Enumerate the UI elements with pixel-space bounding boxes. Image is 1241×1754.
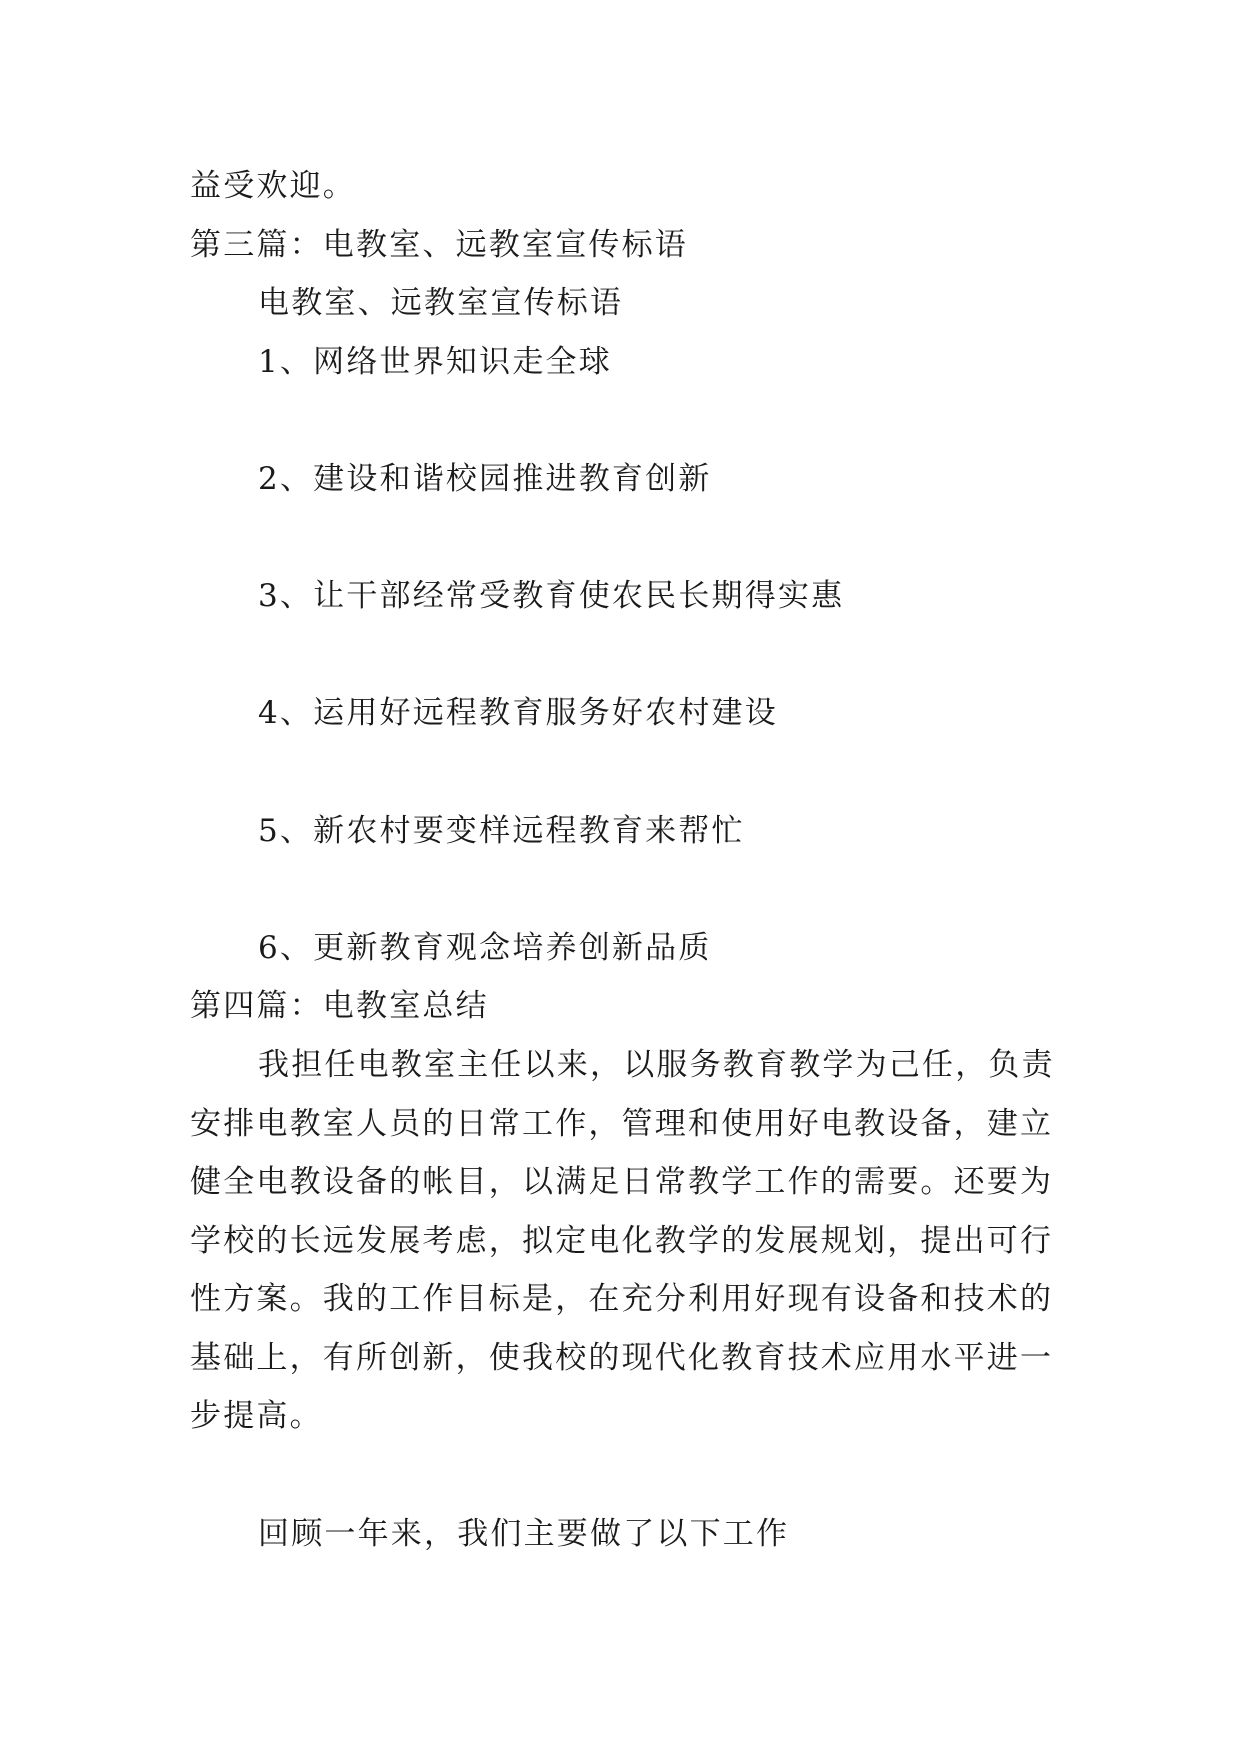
slogan-item: 4、运用好远程教育服务好农村建设 [258,695,778,732]
blank-line [190,509,1070,568]
blank-line [190,626,1070,685]
document-page [190,157,1070,1563]
paragraph-line: 我担任电教室主任以来，以服务教育教学为己任，负责 [258,1046,1055,1083]
paragraph-line: 基础上，有所创新，使我校的现代化教育技术应用水平进一 [190,1339,1054,1376]
slogan-item: 2、建设和谐校园推进教育创新 [258,460,712,497]
section4-closing: 回顾一年来，我们主要做了以下工作 [258,1515,790,1552]
paragraph-line: 学校的长远发展考虑，拟定电化教学的发展规划，提出可行 [190,1222,1054,1259]
paragraph-line: 步提高。 [190,1398,323,1435]
section4-heading: 第四篇：电教室总结 [190,988,489,1025]
section4-paragraph [190,1036,1070,1446]
paragraph-line: 健全电教设备的帐目，以满足日常教学工作的需要。还要为 [190,1164,1054,1201]
slogan-item: 1、网络世界知识走全球 [258,343,612,380]
intro-tail-text: 益受欢迎。 [190,168,356,204]
section3-subtitle: 电教室、远教室宣传标语 [258,285,624,322]
slogan-item: 3、让干部经常受教育使农民长期得实惠 [258,578,845,615]
slogan-item: 6、更新教育观念培养创新品质 [258,929,712,966]
blank-line [190,743,1070,802]
paragraph-line: 性方案。我的工作目标是，在充分利用好现有设备和技术的 [190,1281,1054,1318]
section3-heading: 第三篇：电教室、远教室宣传标语 [190,226,688,263]
slogan-item: 5、新农村要变样远程教育来帮忙 [258,812,745,849]
blank-line [190,1446,1070,1505]
paragraph-line: 安排电教室人员的日常工作，管理和使用好电教设备，建立 [190,1105,1054,1142]
blank-line [190,860,1070,919]
blank-line [190,391,1070,450]
